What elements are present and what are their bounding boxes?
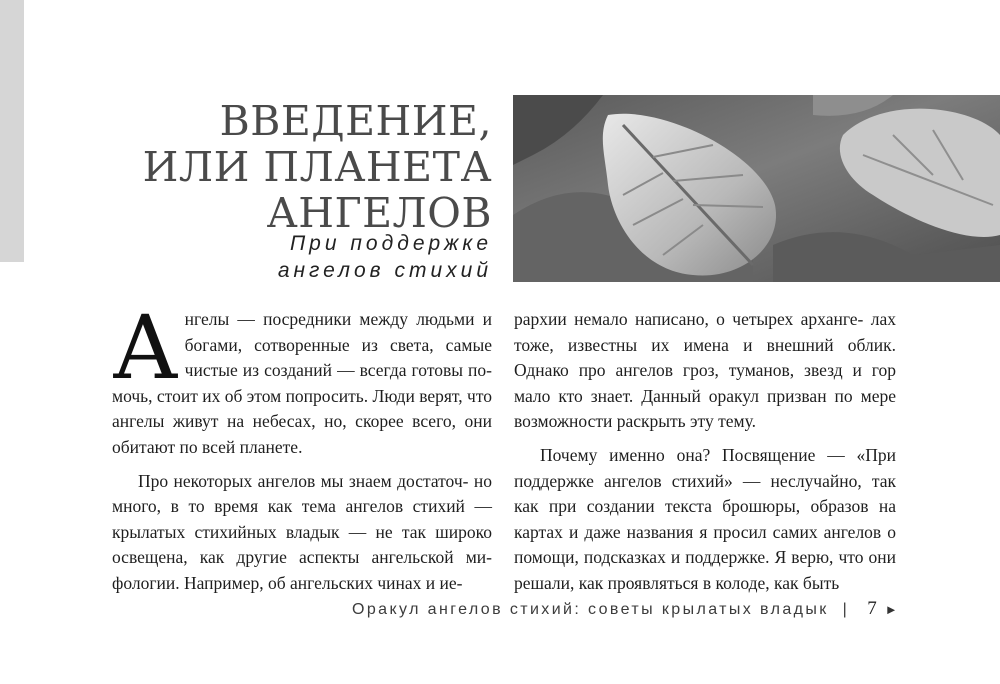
text-line: чистые из созданий — всегда готовы по- — [184, 360, 492, 381]
running-book-title: Оракул ангелов стихий: советы крылатых владык — [352, 601, 829, 618]
chapter-subtitle — [72, 230, 492, 284]
text-line: мочь, стоит их об этом попросить. Люди верят, — [112, 385, 463, 406]
text-line: фологии. Например, об ангельских чинах и ие- — [112, 572, 463, 593]
text-line: но много, в то время как тема ангелов стихий — — [112, 470, 493, 517]
chapter-subtitle-line: При поддержке — [289, 232, 492, 255]
chapter-title — [72, 98, 492, 236]
left-text-column — [112, 296, 493, 597]
text-line: поддержке ангелов стихий» — неслучайно, так — [514, 470, 896, 491]
text-line: картах и даже названия я просил самих ангелов — [514, 521, 882, 542]
text-line: Почему именно она? Посвящение — «При — [540, 444, 896, 465]
triangle-right-icon: ► — [884, 602, 900, 617]
text-line: о помощи, подсказках и поддержке. Я верю, что — [514, 521, 896, 568]
text-line: что ангелы живут на небесах, но, скорее всего, — [112, 385, 492, 432]
text-line: как при создании текста брошюры, образов на — [514, 496, 896, 517]
chapter-subtitle-line: ангелов стихий — [277, 259, 492, 282]
chapter-title-line: ИЛИ ПЛАНЕТА — [142, 143, 492, 191]
paragraph — [112, 296, 493, 461]
text-line: лах тоже, известны их имена и внешний облик. — [514, 309, 896, 355]
page-number: 7 — [867, 598, 877, 619]
side-thumb-tab — [0, 0, 24, 262]
text-line: они обитают по всей планете. — [112, 411, 493, 457]
text-line: возможности раскрыть эту тему. — [514, 411, 756, 432]
chapter-title-line: АНГЕЛОВ — [266, 189, 492, 237]
text-line: богами, сотворенные из света, самые — [184, 334, 492, 355]
right-text-column — [514, 307, 896, 597]
text-line: нгелы — посредники между людьми и — [184, 309, 492, 329]
paragraph — [514, 307, 896, 435]
frosted-leaves-photo-icon — [513, 95, 1000, 282]
paragraph — [112, 469, 492, 597]
chapter-title-line: ВВЕДЕНИЕ, — [219, 97, 492, 145]
page-footer — [250, 598, 900, 620]
footer-separator: | — [842, 601, 850, 618]
text-line: крылатых стихийных владык — не так широко — [112, 521, 492, 542]
text-line: Однако про ангелов гроз, туманов, звезд и гор — [514, 360, 896, 381]
text-line: освещена, как другие аспекты ангельской ми- — [112, 547, 492, 568]
paragraph — [514, 443, 896, 597]
text-line: Про некоторых ангелов мы знаем достаточ- — [138, 470, 469, 491]
text-line: мало кто знает. Данный оракул призван по мере — [514, 385, 896, 406]
text-line: они решали, как проявляться в колоде, как быть — [514, 547, 896, 593]
drop-cap: А — [112, 296, 179, 399]
text-line: рархии немало написано, о четырех арханге- — [514, 309, 864, 329]
